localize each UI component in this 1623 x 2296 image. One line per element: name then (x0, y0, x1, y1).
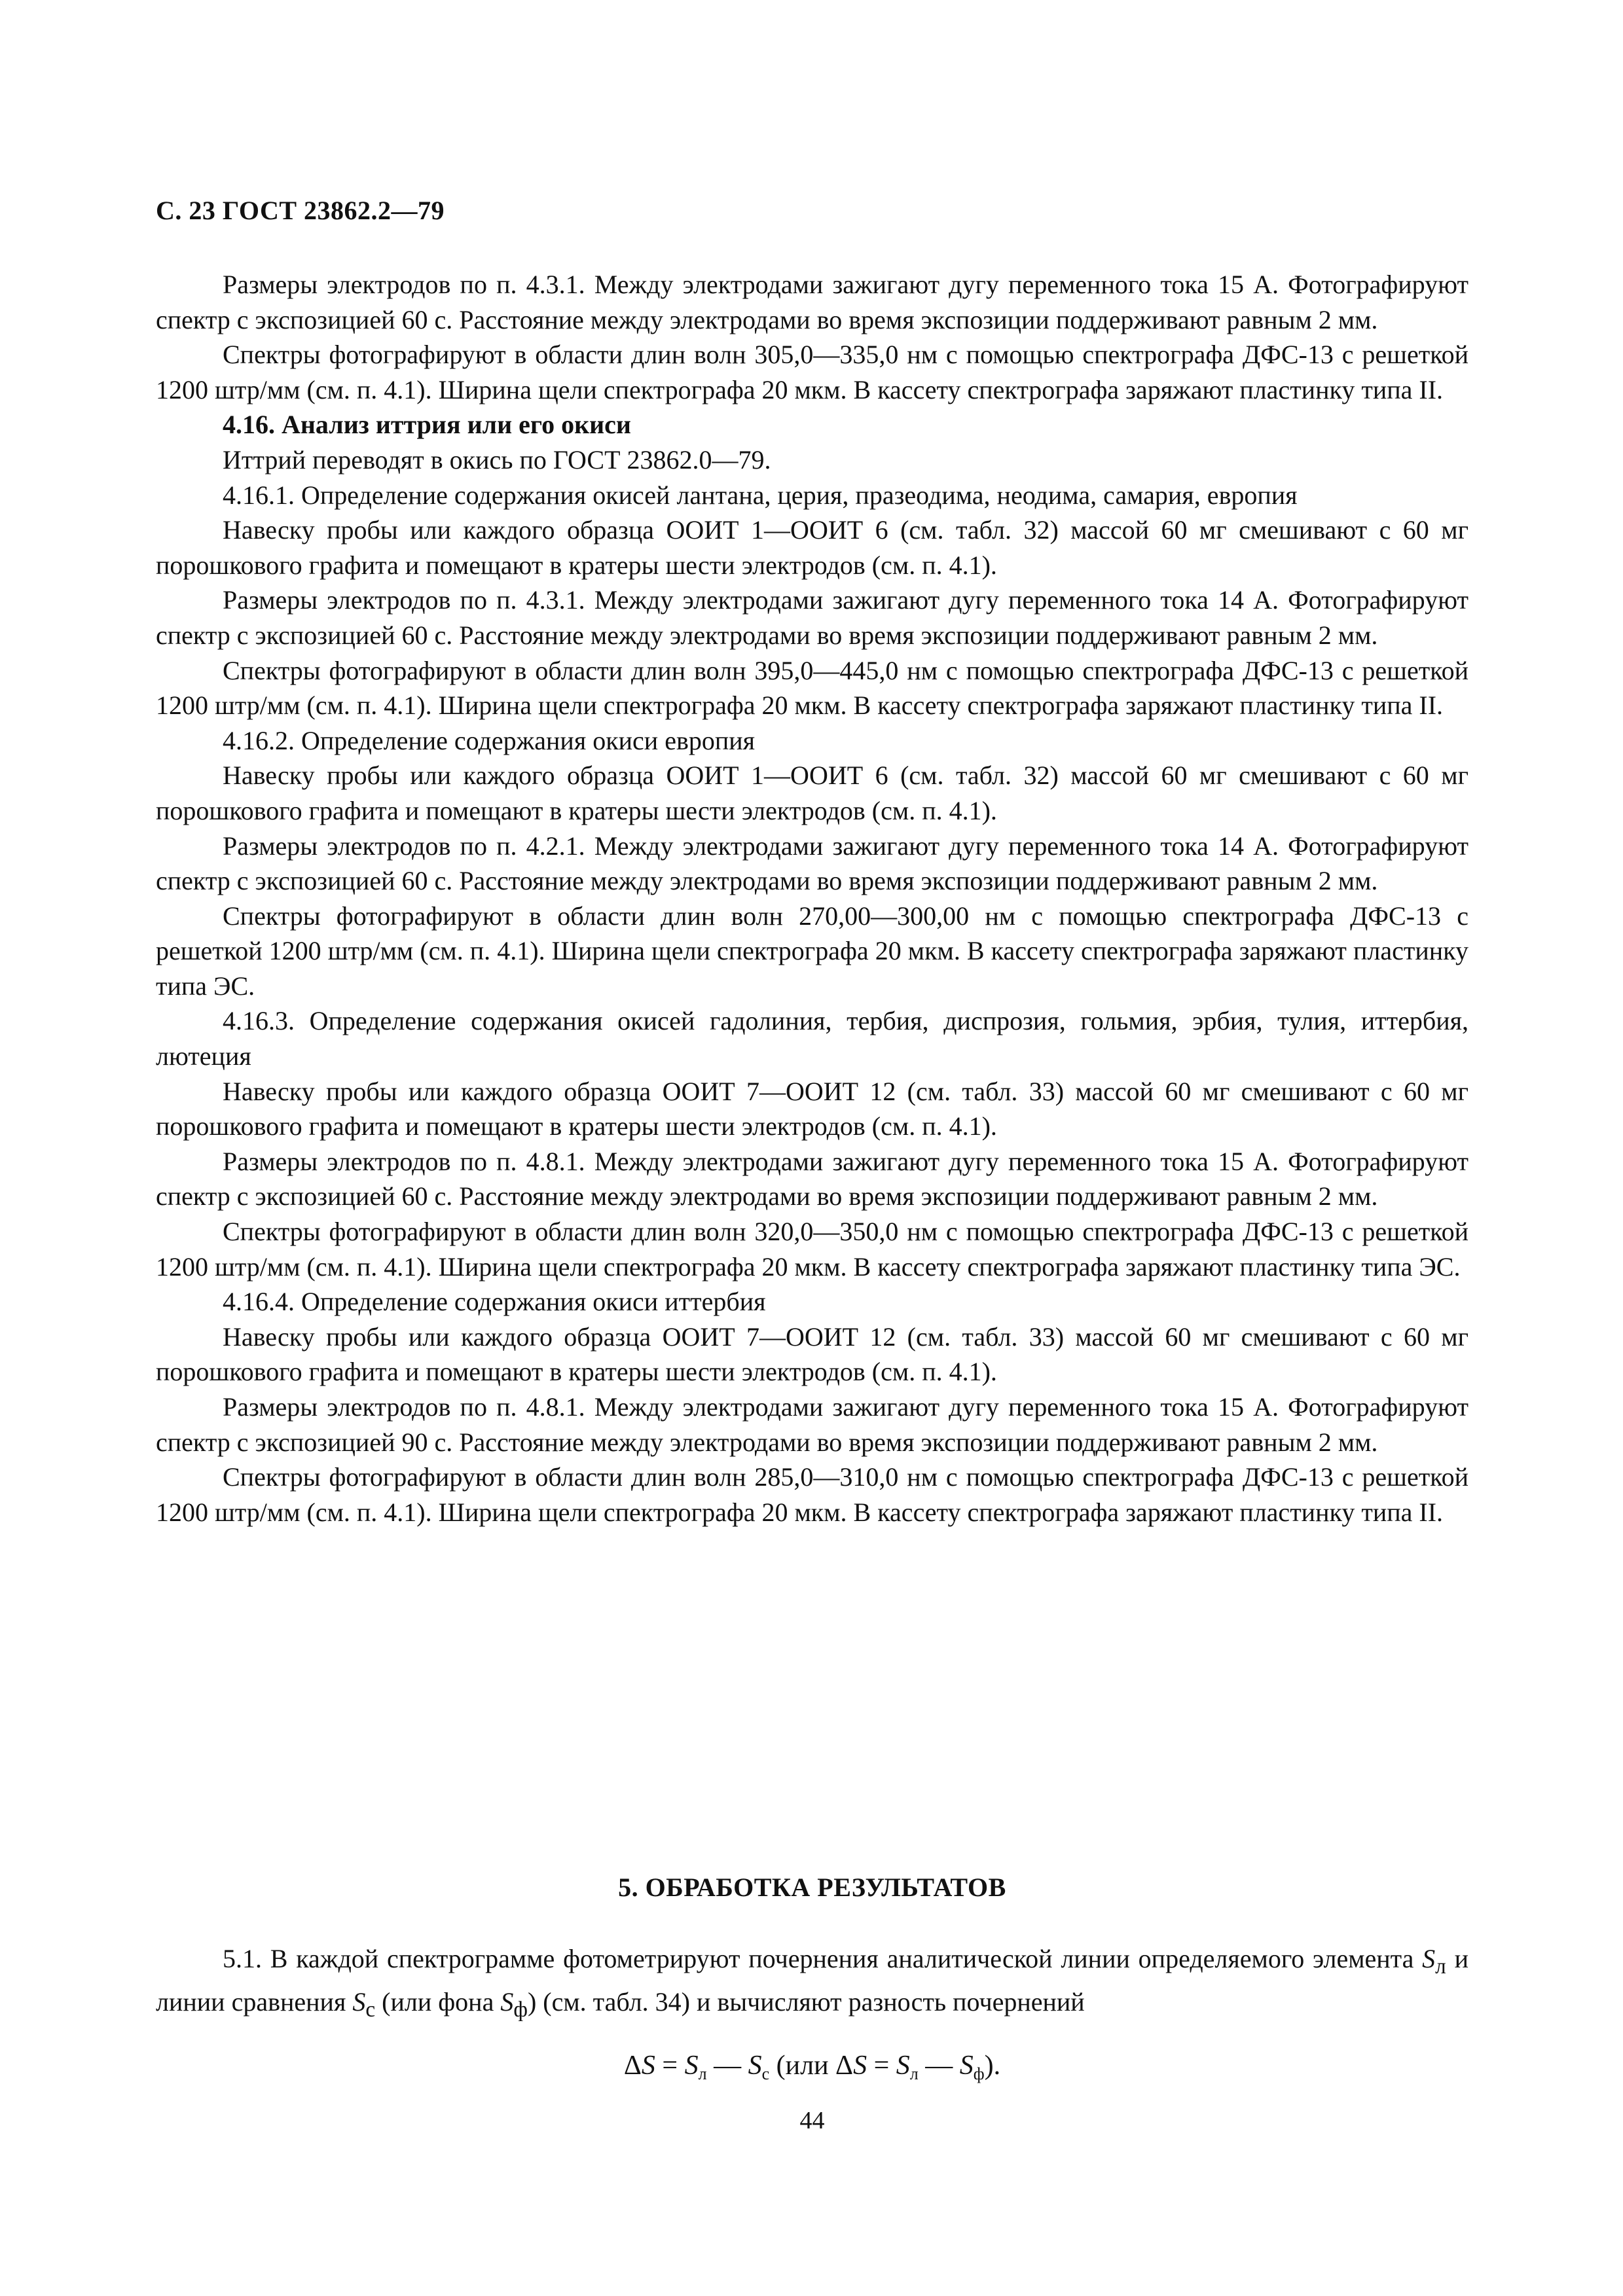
paragraph: Навеску пробы или каждого образца ООИТ 1—ООИТ 6 (см. табл. 32) массой 60 мг смешивают с 60 мг порошкового графита и помещают в кратеры шести электродов (см. п. 4.1). (156, 515, 1468, 580)
symbol-s: S (853, 2051, 867, 2081)
symbol-s: S (684, 2051, 699, 2081)
page-number: 44 (799, 2107, 825, 2134)
text-run: (или фона (382, 1986, 494, 2017)
paragraph: Спектры фотографируют в области длин волн 285,0—310,0 нм с помощью спектрографа ДФС-13 с решеткой 1200 штр/мм (см. п. 4.1). Ширина щели спектрографа 20 мкм. В кассету спектрографа заряжают пластинку типа II. (156, 1462, 1468, 1527)
subscript: л (909, 2064, 919, 2083)
symbol-s: S (959, 2051, 974, 2081)
equals-sign: = (873, 2051, 890, 2081)
paragraph: Навеску пробы или каждого образца ООИТ 7—ООИТ 12 (см. табл. 33) массой 60 мг смешивают с 60 мг порошкового графита и помещают в кратеры шести электродов (см. п. 4.1). (156, 1076, 1468, 1141)
paragraph: Спектры фотографируют в области длин волн 395,0—445,0 нм с помощью спектрографа ДФС-13 с решеткой 1200 штр/мм (см. п. 4.1). Ширина щели спектрографа 20 мкм. В кассету спектрографа заряжают пластинку типа II. (156, 655, 1468, 721)
minus-sign: — (714, 2051, 742, 2081)
paragraph: Спектры фотографируют в области длин волн 270,00—300,00 нм с помощью спектрографа ДФС-13 с решеткой 1200 штр/мм (см. п. 4.1). Ширина щели спектрографа 20 мкм. В кассету спектрографа заряжают пластинку типа ЭС. (156, 901, 1468, 1001)
paragraph: Иттрий переводят в окись по ГОСТ 23862.0—79. (223, 444, 771, 475)
symbol-s: S (352, 1986, 366, 2017)
delta-symbol: Δ (835, 2051, 854, 2081)
symbol-s: S (896, 2051, 910, 2081)
section-heading: 4.16. Анализ иттрия или его окиси (223, 410, 631, 440)
paragraph: Размеры электродов по п. 4.3.1. Между электродами зажигают дугу переменного тока 14 А. Фотографируют спектр с экспозицией 60 с. Расстояние между электродами во время экспозиции поддерживают равным 2 мм. (156, 585, 1468, 650)
section-title: 5. ОБРАБОТКА РЕЗУЛЬТАТОВ (618, 1873, 1006, 1902)
subsection-heading: 4.16.1. Определение содержания окисей лантана, церия, празеодима, неодима, самария, европия (223, 480, 1298, 510)
paragraph (156, 1941, 1468, 2027)
subscript: л (698, 2064, 707, 2083)
paragraph: Спектры фотографируют в области длин волн 320,0—350,0 нм с помощью спектрографа ДФС-13 с решеткой 1200 штр/мм (см. п. 4.1). Ширина щели спектрографа 20 мкм. В кассету спектрографа заряжают пластинку типа ЭС. (156, 1217, 1468, 1282)
text-run: ). (984, 2051, 1001, 2081)
subsection-heading: 4.16.2. Определение содержания окиси европия (223, 725, 756, 755)
text-run: и линии сравнения (156, 1944, 1468, 2017)
subsection-heading: 4.16.4. Определение содержания окиси иттербия (223, 1287, 766, 1317)
text-run: 5.1. В каждой спектрограмме фотометрируют почернения аналитической линии определяемого элемента (223, 1944, 1414, 1973)
subscript: ф (973, 2064, 985, 2083)
paragraph: Навеску пробы или каждого образца ООИТ 7—ООИТ 12 (см. табл. 33) массой 60 мг смешивают с 60 мг порошкового графита и помещают в кратеры шести электродов (см. п. 4.1). (156, 1321, 1468, 1387)
paragraph: Размеры электродов по п. 4.8.1. Между электродами зажигают дугу переменного тока 15 А. Фотографируют спектр с экспозицией 90 с. Расстояние между электродами во время экспозиции поддерживают равным 2 мм. (156, 1392, 1468, 1457)
subscript: ф (513, 1997, 528, 2022)
text-run: ) (см. табл. 34) и вычисляют разность почернений (527, 1986, 1085, 2017)
paragraph: Размеры электродов по п. 4.8.1. Между электродами зажигают дугу переменного тока 15 А. Фотографируют спектр с экспозицией 60 с. Расстояние между электродами во время экспозиции поддерживают равным 2 мм. (156, 1146, 1468, 1211)
subsection-heading: 4.16.3. Определение содержания окисей гадолиния, тербия, диспрозия, гольмия, эрбия, тулия, иттербия, лютеция (156, 1006, 1468, 1071)
text-run: (или (776, 2051, 829, 2081)
body-text (156, 267, 1468, 1530)
subscript: с (761, 2064, 770, 2083)
paragraph: Размеры электродов по п. 4.3.1. Между электродами зажигают дугу переменного тока 15 А. Фотографируют спектр с экспозицией 60 с. Расстояние между электродами во время экспозиции поддерживают равным 2 мм. (156, 270, 1468, 334)
paragraph: Навеску пробы или каждого образца ООИТ 1—ООИТ 6 (см. табл. 32) массой 60 мг смешивают с 60 мг порошкового графита и помещают в кратеры шести электродов (см. п. 4.1). (156, 761, 1468, 825)
symbol-s: S (748, 2051, 762, 2081)
equals-sign: = (662, 2051, 678, 2081)
subscript: с (365, 1997, 376, 2022)
results-text (156, 1941, 1468, 2027)
minus-sign: — (925, 2051, 953, 2081)
symbol-s: S (641, 2051, 655, 2081)
delta-symbol: Δ (623, 2051, 642, 2081)
page-header: С. 23 ГОСТ 23862.2—79 (156, 196, 445, 225)
formula (156, 2050, 1468, 2084)
paragraph: Размеры электродов по п. 4.2.1. Между электродами зажигают дугу переменного тока 14 А. Фотографируют спектр с экспозицией 60 с. Расстояние между электродами во время экспозиции поддерживают равным 2 мм. (156, 831, 1468, 896)
symbol-s: S (500, 1986, 514, 2017)
symbol-s: S (1422, 1944, 1436, 1973)
subscript: л (1435, 1954, 1446, 1979)
paragraph: Спектры фотографируют в области длин волн 305,0—335,0 нм с помощью спектрографа ДФС-13 с решеткой 1200 штр/мм (см. п. 4.1). Ширина щели спектрографа 20 мкм. В кассету спектрографа заряжают пластинку типа II. (156, 340, 1468, 404)
